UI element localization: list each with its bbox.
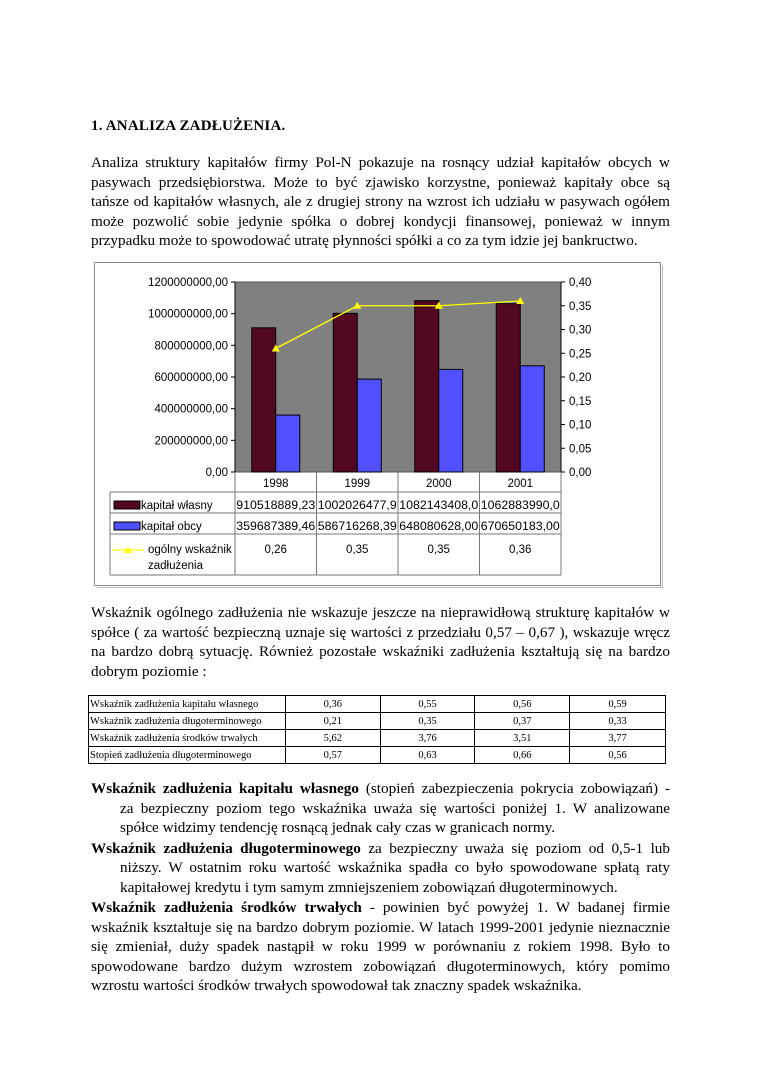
text-line: spółce ( za wartość bezpieczną uznaje się wartości z przedziału 0,57 – 0,67 ), wskazuje wręcz — [91, 623, 670, 641]
table-value: 0,26 — [264, 544, 287, 556]
table-cell: 0,63 — [380, 747, 475, 764]
table-cell: 3,76 — [380, 730, 475, 747]
table-value: 0,35 — [346, 544, 369, 556]
table-value: 670650183,00 — [480, 521, 560, 533]
definition-first-line — [91, 898, 670, 918]
text-line: dobrym poziomie : — [91, 662, 207, 680]
table-cell: 0,35 — [380, 713, 475, 730]
text-line: pasywach przedsiębiorstwa. Może to być zjawisko korzystne, ponieważ kapitały obce są — [91, 173, 670, 191]
tick-label: 0,00 — [569, 467, 592, 479]
definition-text: (stopień zabezpieczenia pokrycia zobowiązań) - — [358, 780, 670, 797]
category-label: 2000 — [425, 478, 452, 490]
table-row — [89, 713, 666, 730]
definition-term: Wskaźnik zadłużenia kapitału własnego — [91, 780, 359, 797]
table-cell: 3,77 — [570, 730, 666, 747]
text-line: za bezpieczny poziom tego wskaźnika uważa się wartości poniżej 1. W analizowane — [120, 799, 670, 817]
text-line: tańsze od kapitałów własnych, ale z drugiej strony na wzrost ich udziału w pasywach ogółem — [91, 193, 670, 211]
table-value: 1002026477,9 — [317, 500, 397, 512]
table-value: 910518889,23 — [236, 500, 316, 512]
definition-text: za bezpieczny uważa się poziom od 0,5-1 lub — [360, 839, 670, 857]
definition-first-line — [91, 779, 670, 799]
table-cell: 0,21 — [285, 713, 380, 730]
text-line: się zmieniał, duży spadek nastąpił w roku 1999 w porównaniu z rokiem 1998. Było to — [91, 938, 670, 955]
capital-structure-chart — [94, 262, 661, 586]
tick-label: 0,25 — [569, 348, 592, 361]
table-value: 1082143408,0 — [399, 500, 479, 512]
section-heading: 1. ANALIZA ZADŁUŻENIA. — [91, 118, 286, 134]
tick-label: 0,30 — [569, 324, 592, 337]
bar — [357, 379, 381, 472]
table-cell: 3,51 — [475, 730, 570, 747]
legend-label: ogólny wskaźnik — [148, 544, 232, 556]
table-cell: 5,62 — [285, 730, 380, 747]
bar — [439, 369, 463, 472]
table-cell: 0,36 — [285, 696, 380, 713]
text-line: może pozwolić sobie jedynie spółka o dobrej kondycji finansowej, ponieważ w innym — [91, 212, 670, 230]
intro-paragraph — [91, 153, 670, 251]
legend-label: zadłużenia — [148, 560, 203, 572]
tick-label: 0,20 — [569, 372, 592, 384]
table-cell: 0,59 — [570, 696, 666, 713]
left-y-axis — [148, 277, 235, 479]
tick-label: 1200000000,00 — [148, 277, 228, 289]
ratio-definitions — [91, 779, 670, 996]
table-cell: 0,55 — [380, 696, 475, 713]
table-row — [89, 747, 666, 764]
definition-term: Wskaźnik zadłużenia długoterminowego — [91, 839, 361, 857]
bar — [333, 313, 357, 472]
table-row — [89, 730, 666, 747]
category-label: 1999 — [344, 478, 371, 490]
second-paragraph — [91, 603, 670, 681]
legend-key — [114, 522, 140, 530]
text-line: Wskaźnik ogólnego zadłużenia nie wskazuje jeszcze na nieprawidłową strukturę kapitałów w — [91, 604, 670, 621]
tick-label: 800000000,00 — [154, 340, 228, 353]
category-label: 2001 — [507, 478, 534, 490]
definition-text: - powinien być powyżej 1. W badanej firmie — [361, 899, 671, 916]
table-cell: 0,37 — [475, 713, 570, 730]
debt-ratios-table — [88, 695, 666, 764]
category-label: 1998 — [262, 478, 289, 490]
legend-key — [114, 501, 140, 509]
chart-data-table — [110, 472, 561, 575]
bar — [415, 301, 439, 472]
text-line: spowodowane bardzo dużym wzrostem zobowiązań długoterminowych, który pomimo — [91, 957, 670, 975]
table-value: 648080628,00 — [399, 521, 479, 533]
tick-label: 0,10 — [569, 419, 592, 432]
text-line: wzrostu wartości środków trwałych spowodował tak znaczny spadek wskaźnika. — [91, 977, 582, 994]
table-value: 359687389,46 — [236, 521, 316, 533]
table-cell: 0,56 — [570, 747, 666, 764]
legend-label: kapitał obcy — [141, 521, 202, 533]
bar — [276, 415, 300, 472]
row-label: Wskaźnik zadłużenia środków trwałych — [89, 730, 286, 747]
bar — [496, 304, 520, 472]
tick-label: 0,40 — [569, 277, 592, 289]
tick-label: 200000000,00 — [154, 435, 228, 448]
table-cell: 0,56 — [475, 696, 570, 713]
text-line: niższy. W ostatnim roku wartość wskaźnika spadła co było spowodowane spłatą raty — [120, 859, 670, 876]
table-cell: 0,57 — [285, 747, 380, 764]
right-y-axis — [561, 277, 591, 479]
bar — [252, 328, 276, 472]
tick-label: 400000000,00 — [154, 403, 228, 416]
table-value: 1062883990,0 — [480, 500, 560, 512]
row-label: Wskaźnik zadłużenia długoterminowego — [89, 713, 286, 730]
definition-fixed-assets-debt-ratio — [91, 898, 670, 996]
tick-label: 600000000,00 — [154, 372, 228, 384]
table-cell: 0,33 — [570, 713, 666, 730]
table-value: 0,36 — [509, 544, 532, 556]
definition-first-line — [91, 839, 670, 859]
legend-label: kapitał własny — [141, 500, 213, 512]
tick-label: 0,15 — [569, 395, 592, 408]
table-cell: 0,66 — [475, 747, 570, 764]
definition-long-term-debt-ratio — [91, 839, 670, 898]
definition-equity-debt-ratio — [91, 779, 670, 838]
table-row — [89, 696, 666, 713]
text-line: kapitałowej kredytu i tym samym zmniejszeniem zobowiązań długoterminowych. — [120, 878, 618, 896]
text-line: przypadku może to spowodować utratę płynności spółki a co za tym idzie jej bankructwo. — [91, 232, 638, 250]
row-label: Stopień zadłużenia długoterminowego — [89, 747, 286, 764]
tick-label: 1000000000,00 — [148, 308, 228, 321]
bar — [520, 366, 544, 472]
text-line: spółce widzimy tendencję rosnącą jednak cały czas w granicach normy. — [120, 819, 556, 836]
tick-label: 0,00 — [205, 467, 228, 479]
row-label: Wskaźnik zadłużenia kapitału własnego — [89, 696, 286, 713]
tick-label: 0,05 — [569, 443, 592, 456]
text-line: wskaźnik kształtuje się na bardzo dobrym poziomie. W latach 1999-2001 jedynie nieznacznie — [91, 918, 670, 936]
definition-term: Wskaźnik zadłużenia środków trwałych — [91, 899, 362, 916]
tick-label: 0,35 — [569, 300, 592, 313]
text-line: Analiza struktury kapitałów firmy Pol-N pokazuje na rosnący udział kapitałów obcych w — [91, 154, 670, 171]
chart-canvas — [95, 263, 662, 587]
table-value: 0,35 — [427, 544, 450, 556]
table-value: 586716268,39 — [317, 521, 397, 533]
text-line: na bardzo dobrą sytuację. Również pozostałe wskaźniki zadłużenia kształtują się na bardzo — [91, 643, 670, 661]
